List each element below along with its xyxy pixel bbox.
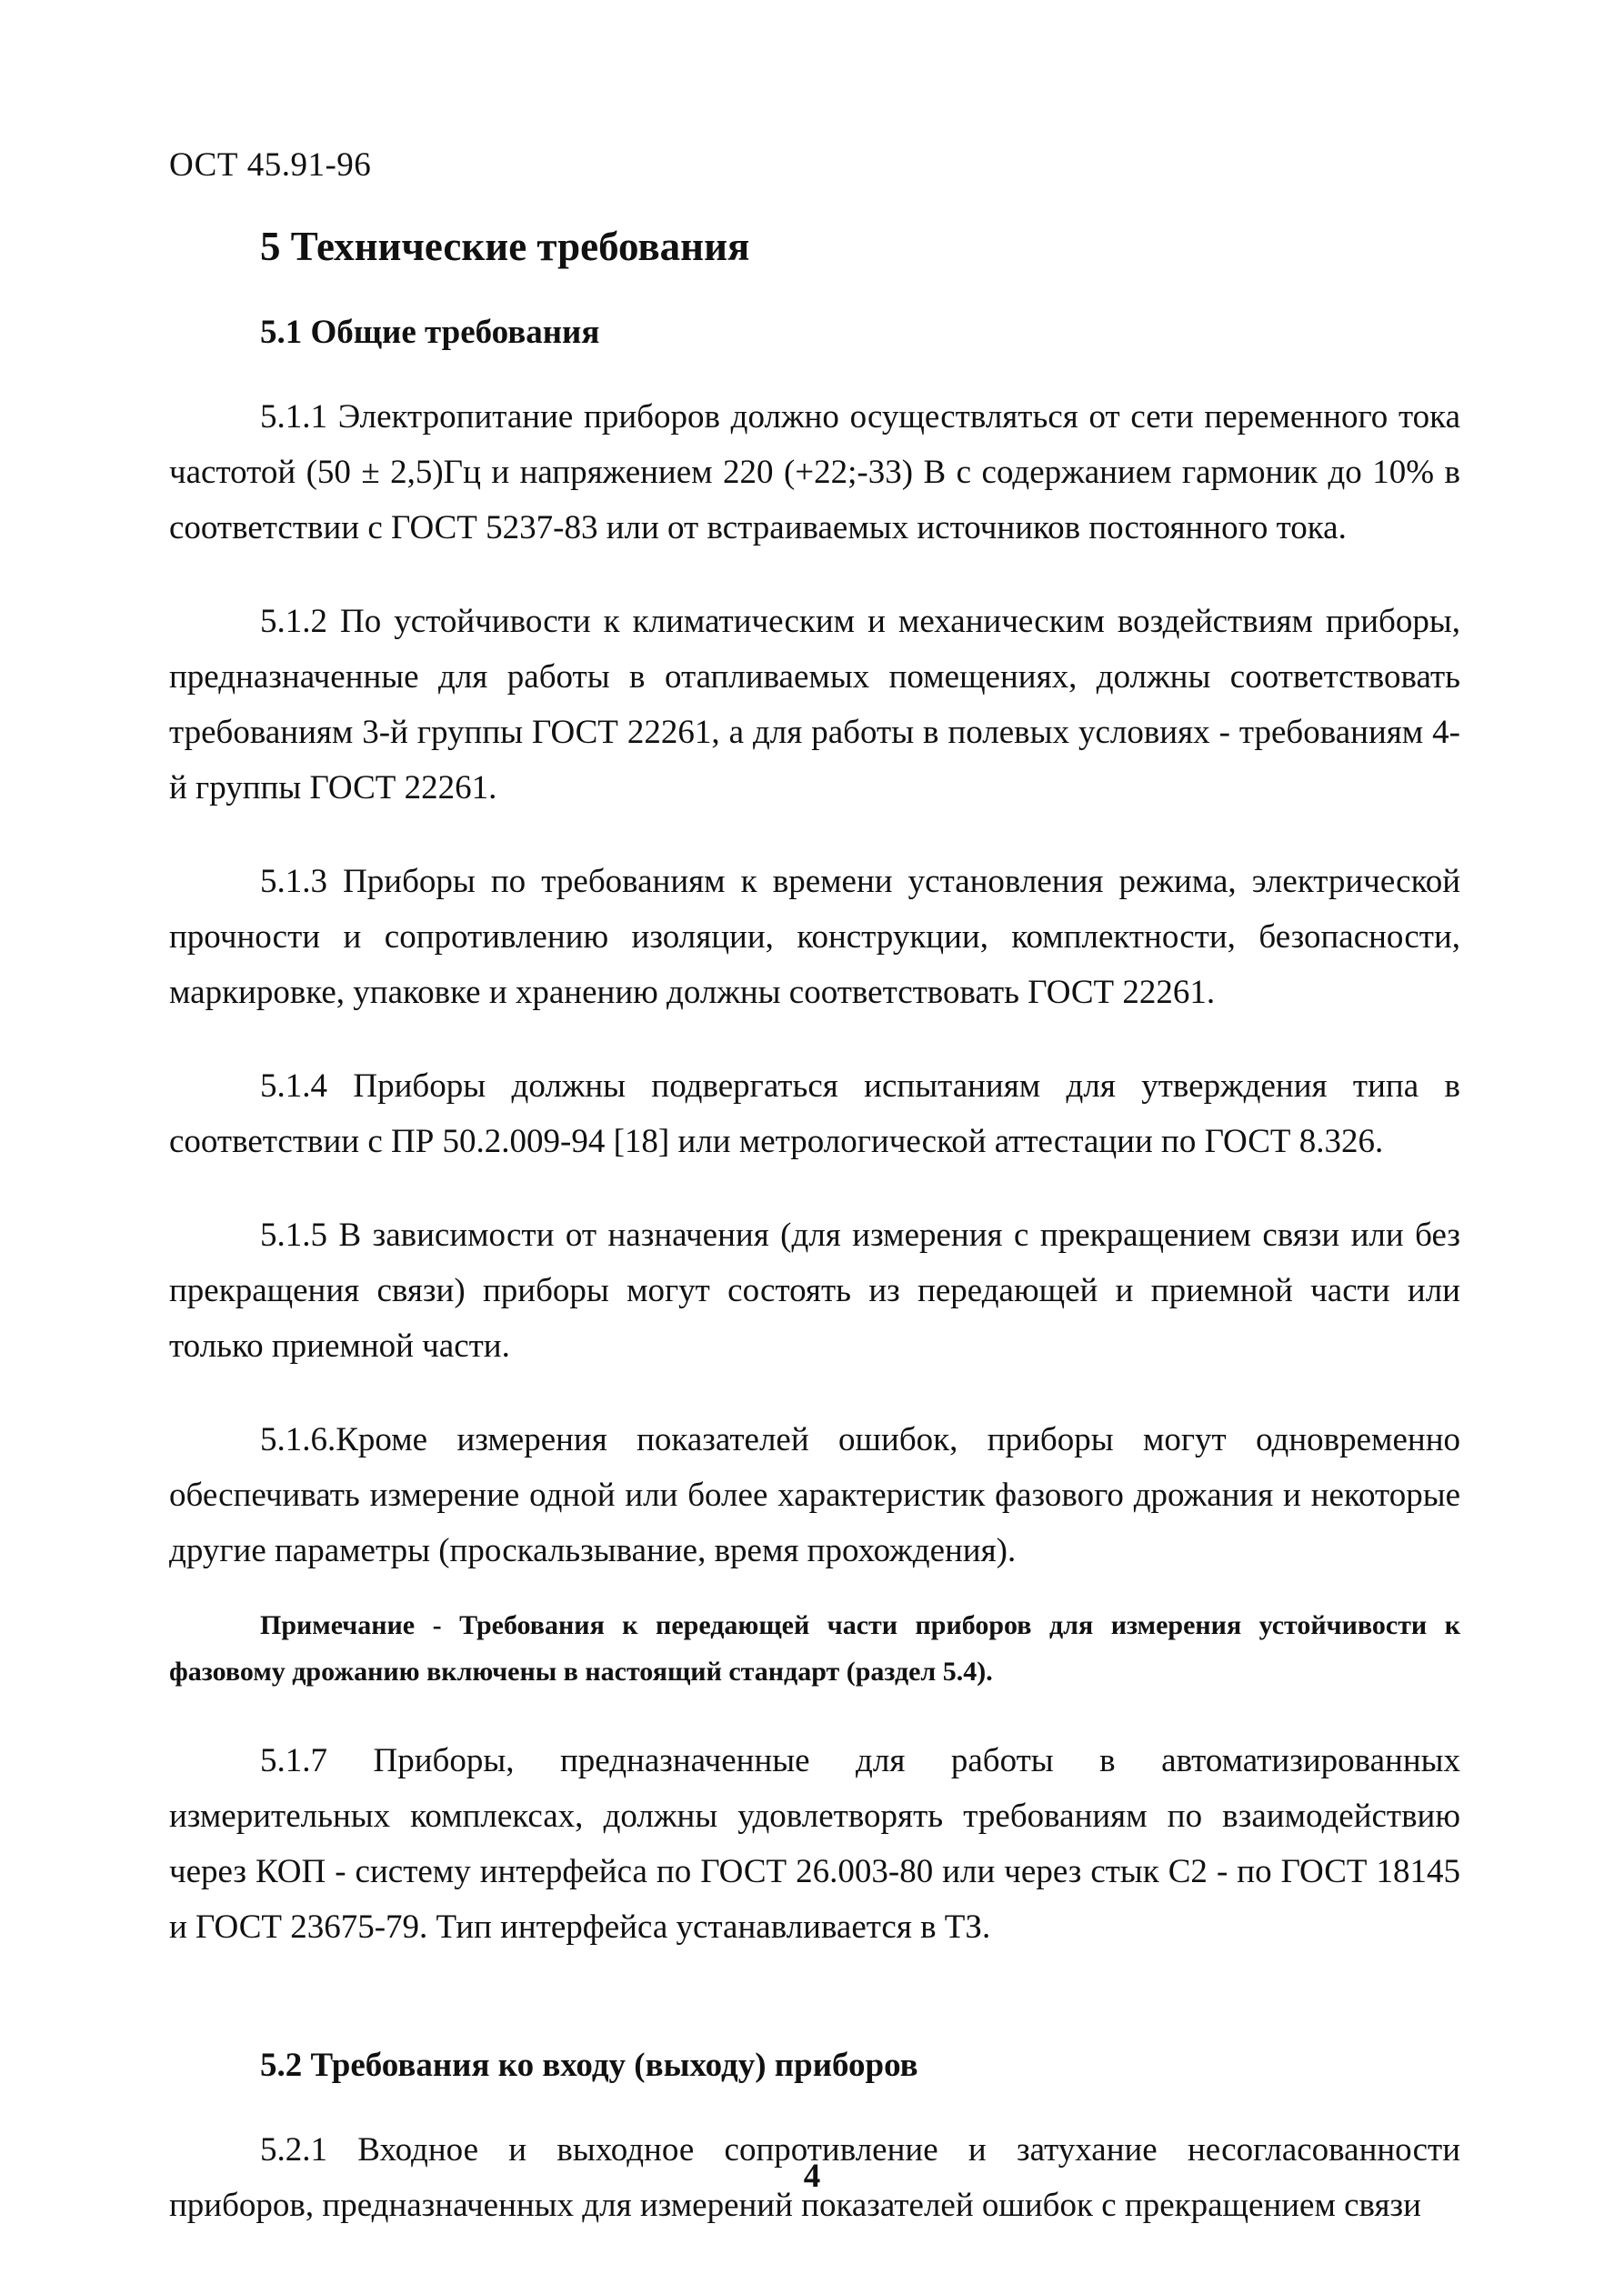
subsection-title-5-2: 5.2 Требования ко входу (выходу) приборов	[260, 2047, 918, 2084]
note: Примечание - Требования к передающей части приборов для измерения устойчивости к фазовому дрожанию включены в настоящий стандарт (раздел 5.4).	[169, 1610, 1460, 1687]
subsection-title-5-1: 5.1 Общие требования	[260, 314, 600, 351]
paragraph-5-1-1: 5.1.1 Электропитание приборов должно осуществляться от сети переменного тока частотой (50 ± 2,5)Гц и напряжением 220 (+22;-33) В с содержанием гармоник до 10% в соответствии с ГОСТ 5237-83 или от встраиваемых источников постоянного тока.	[169, 398, 1460, 546]
page-number: 4	[803, 2158, 821, 2195]
paragraph-5-1-6: 5.1.6.Кроме измерения показателей ошибок, приборы могут одновременно обеспечивать измерение одной или более характеристик фазового дрожания и некоторые другие параметры (проскальзывание, время прохождения).	[169, 1421, 1460, 1569]
paragraph-5-1-7: 5.1.7 Приборы, предназначенные для работы в автоматизированных измерительных комплексах, должны удовлетворять требованиям по взаимодействию через КОП - систему интерфейса по ГОСТ 26.003-80 или через стык С2 - по ГОСТ 18145 и ГОСТ 23675-79. Тип интерфейса устанавливается в ТЗ.	[169, 1742, 1460, 1946]
page-content	[169, 218, 1460, 2233]
document-code: ОСТ 45.91-96	[169, 146, 372, 184]
paragraph-5-2-1: 5.2.1 Входное и выходное сопротивление и затухание несогласованности приборов, предназначенных для измерений показателей ошибок с прекращением связи	[169, 2131, 1460, 2224]
paragraph-5-1-5: 5.1.5 В зависимости от назначения (для измерения с прекращением связи или без прекращения связи) приборы могут состоять из передающей и приемной части или только приемной части.	[169, 1217, 1460, 1365]
paragraph-5-1-3: 5.1.3 Приборы по требованиям к времени установления режима, электрической прочности и сопротивлению изоляции, конструкции, комплектности, безопасности, маркировке, упаковке и хранению должны соответствовать ГОСТ 22261.	[169, 863, 1460, 1011]
paragraph-5-1-2: 5.1.2 По устойчивости к климатическим и механическим воздействиям приборы, предназначенные для работы в отапливаемых помещениях, должны соответствовать требованиям 3-й группы ГОСТ 22261, а для работы в полевых условиях - требованиям 4-й группы ГОСТ 22261.	[169, 603, 1460, 806]
section-title: 5 Технические требования	[260, 224, 750, 269]
paragraph-5-1-4: 5.1.4 Приборы должны подвергаться испытаниям для утверждения типа в соответствии с ПР 50.2.009-94 [18] или метрологической аттестации по ГОСТ 8.326.	[169, 1067, 1460, 1160]
